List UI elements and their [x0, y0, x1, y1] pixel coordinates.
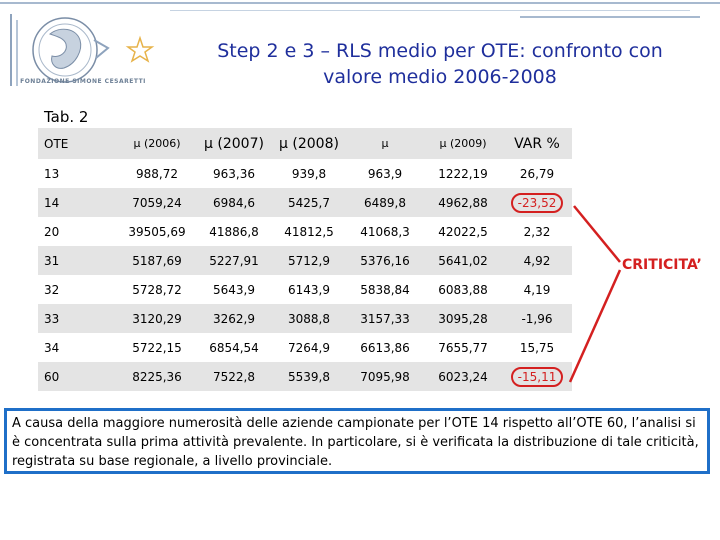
cell-ote: 14 [38, 188, 118, 217]
cell: 7522,8 [196, 362, 272, 391]
cell: 4962,88 [424, 188, 502, 217]
page-title [170, 38, 710, 90]
cell: 988,72 [136, 166, 178, 181]
cell: 6143,9 [288, 282, 330, 297]
cell: 7264,9 [288, 340, 330, 355]
cell: 963,36 [213, 166, 255, 181]
header-var: VAR % [502, 128, 572, 159]
cell: 7095,98 [346, 362, 424, 391]
header-mu: μ [346, 128, 424, 159]
cell-ote: 31 [38, 246, 118, 275]
cell-ote: 33 [38, 304, 118, 333]
table-label: Tab. 2 [44, 108, 89, 126]
cell: 6083,88 [438, 282, 488, 297]
cell: 41068,3 [360, 224, 410, 239]
cell-ote: 60 [38, 362, 118, 391]
table-row [38, 246, 572, 275]
cell: 1222,19 [438, 166, 488, 181]
cell: 5539,8 [272, 362, 346, 391]
cell: 939,8 [291, 166, 327, 181]
criticality-label: CRITICITA’ [622, 257, 702, 273]
title-line-1: Step 2 e 3 – RLS medio per OTE: confronto con [217, 40, 663, 62]
cell: 5712,9 [272, 246, 346, 275]
cell: 39505,69 [128, 224, 186, 239]
header-rule-top [0, 2, 720, 4]
header-mu-2006: μ (2006) [118, 128, 196, 159]
criticality-circle: -15,11 [511, 367, 564, 387]
cell: 6023,24 [424, 362, 502, 391]
cell-var: 2,32 [523, 224, 551, 239]
cell-var: 26,79 [519, 166, 555, 181]
cell: 7655,77 [438, 340, 488, 355]
cell-var: 4,92 [502, 246, 572, 275]
cell: 5641,02 [424, 246, 502, 275]
table-row [38, 275, 572, 304]
cell: 6984,6 [196, 188, 272, 217]
cell: 3157,33 [346, 304, 424, 333]
cell-var-highlight [502, 188, 572, 217]
cell: 3262,9 [196, 304, 272, 333]
header-mu-2007: μ (2007) [196, 128, 272, 159]
title-line-2: valore medio 2006-2008 [323, 66, 557, 88]
cell-var: 15,75 [519, 340, 555, 355]
header-rule-right-2 [520, 16, 700, 18]
arrow-upper [574, 206, 620, 262]
cell: 6854,54 [209, 340, 259, 355]
cell-var: -1,96 [502, 304, 572, 333]
cell: 6613,86 [360, 340, 410, 355]
explanation-note: A causa della maggiore numerosità delle aziende campionate per l’OTE 14 rispetto all’OTE 60, l’analisi si è concentrata sulla prima attività prevalente. In particolare, si è verificata la distribuzione di tale criticità, registrata su base regionale, a livello provinciale. [4, 408, 710, 474]
logo-caption: FONDAZIONE SIMONE CESARETTI [20, 78, 146, 85]
cell: 3120,29 [118, 304, 196, 333]
cell: 42022,5 [438, 224, 488, 239]
cell: 41812,5 [284, 224, 334, 239]
table-row [38, 304, 572, 333]
table-header-row [38, 128, 572, 159]
criticality-circle: -23,52 [511, 193, 564, 213]
cell: 41886,8 [209, 224, 259, 239]
arrow-lower [570, 270, 620, 382]
header-mu-2008: μ (2008) [272, 128, 346, 159]
cell: 3095,28 [424, 304, 502, 333]
cell: 963,9 [367, 166, 403, 181]
cell: 5425,7 [272, 188, 346, 217]
cell: 7059,24 [118, 188, 196, 217]
table-row [38, 333, 572, 362]
cell: 5722,15 [132, 340, 182, 355]
cell-ote: 34 [44, 340, 60, 355]
header-mu-2009: μ (2009) [424, 128, 502, 159]
cell-ote: 20 [44, 224, 60, 239]
cell: 5376,16 [346, 246, 424, 275]
table-row [38, 159, 572, 188]
cell-var: 4,19 [523, 282, 551, 297]
cell: 8225,36 [118, 362, 196, 391]
cell: 5728,72 [132, 282, 182, 297]
cell: 3088,8 [272, 304, 346, 333]
header-rule-right-1 [170, 10, 690, 11]
cell-var-highlight [502, 362, 572, 391]
cell-ote: 32 [44, 282, 60, 297]
cell-ote: 13 [44, 166, 60, 181]
rls-table [38, 128, 572, 391]
table-row [38, 188, 572, 217]
cell: 5227,91 [196, 246, 272, 275]
cell: 5838,84 [360, 282, 410, 297]
table-row [38, 217, 572, 246]
cell: 5187,69 [118, 246, 196, 275]
cell: 5643,9 [213, 282, 255, 297]
table-row [38, 362, 572, 391]
cell: 6489,8 [346, 188, 424, 217]
header-ote: OTE [38, 128, 118, 159]
